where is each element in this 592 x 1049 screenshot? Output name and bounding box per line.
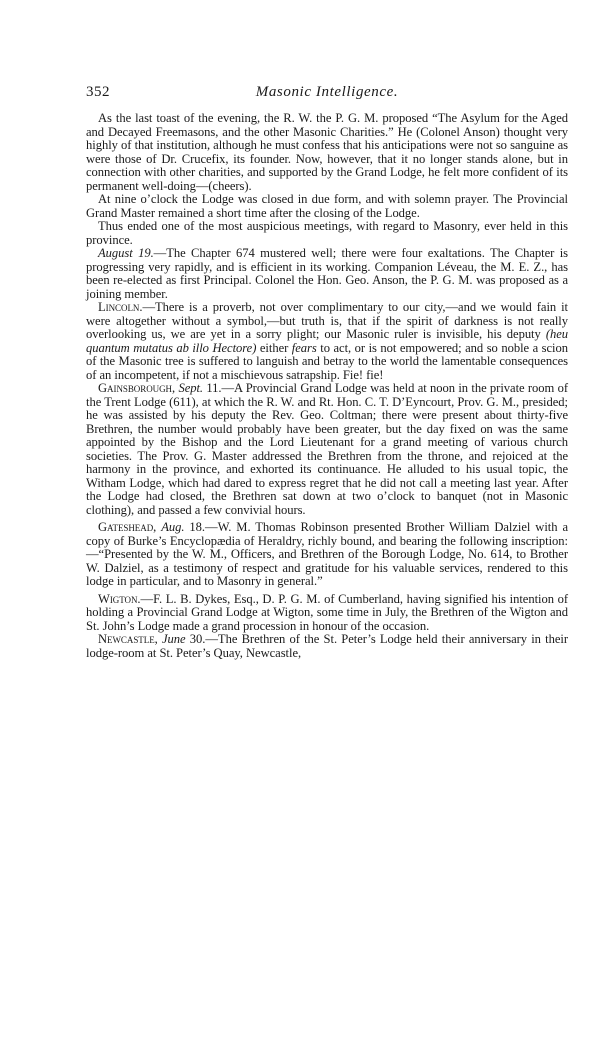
text-segment: —There is a proverb, not over complimentary to our city,—and we would fain it were altogether without a symbol,—but truth is, that if the spirit of darkness is not really overlooking us, we are yet in a sorry plight; our Masonic ruler is invisible, his deputy bbox=[86, 300, 568, 341]
paragraph-august-19 bbox=[86, 247, 568, 301]
text-segment: At nine o’clock the Lodge was closed in due form, and with solemn prayer. The Provincial Grand Master remained a short time after the closing of the Lodge. bbox=[86, 192, 568, 220]
text-segment: Newcastle, bbox=[98, 632, 158, 646]
text-segment: Thus ended one of the most auspicious meetings, with regard to Masonry, ever held in this province. bbox=[86, 219, 568, 247]
paragraph-wigton bbox=[86, 593, 568, 634]
text-segment: Lincoln. bbox=[98, 300, 143, 314]
paragraph-gateshead bbox=[86, 521, 568, 589]
text-segment: (heu quantum mutatus ab illo Hectore) bbox=[86, 327, 568, 355]
paragraph-thus-ended bbox=[86, 220, 568, 247]
paragraph-gainsborough bbox=[86, 382, 568, 517]
text-segment: August 19. bbox=[98, 246, 154, 260]
page-header bbox=[86, 84, 568, 108]
text-segment: As the last toast of the evening, the R. W. the P. G. M. proposed “The Asylum for the Aged and Decayed Freemasons, and the other Masonic Charities.” He (Colonel Anson) thought very highly of that institution, although he must confess that his anticipations were not so sanguine as were those of Dr. Crucefix, its founder. Now, however, that it no longer stands alone, but in connection with other charities, and supported by the Grand Lodge, he felt more confident of its permanent well-doing—(cheers). bbox=[86, 111, 568, 193]
text-segment: Aug. bbox=[161, 520, 185, 534]
page-number: 352 bbox=[86, 84, 110, 100]
paragraph-newcastle bbox=[86, 633, 568, 660]
text-segment: Gateshead, bbox=[98, 520, 157, 534]
book-page bbox=[86, 84, 568, 660]
paragraph-lodge-closed bbox=[86, 193, 568, 220]
running-title: Masonic Intelligence. bbox=[255, 84, 399, 100]
paragraph-asylum-toast bbox=[86, 112, 568, 193]
text-segment: —The Chapter 674 mustered well; there were four exaltations. The Chapter is progressing very rapidly, and is efficient in its working. Companion Léveau, the M. E. Z., has been re-elected as first Principal. Colonel the Hon. Geo. Anson, the P. G. M. was proposed as a joining member. bbox=[86, 246, 568, 301]
text-segment: Wigton. bbox=[98, 591, 141, 606]
text-segment: to act, or is not empowered; and so noble a scion of the Masonic tree is suffered to languish and betray to the world the lamentable consequences of an incompetent, if not a mischievous satrapship. Fie! fie! bbox=[86, 340, 568, 382]
text-segment: June bbox=[161, 632, 186, 646]
text-segment: 18.—W. M. Thomas Robinson presented Brother William Dalziel with a copy of Burke’s Encyclopædia of Heraldry, richly bound, and bearing the following inscription:—“Presented by the W. M., Officers, and Brethren of the Borough Lodge, No. 614, to Brother W. Dalziel, as a testimony of respect and gratitude for his valuable services, rendered to this lodge in particular, and to Masonry in general.” bbox=[86, 520, 568, 588]
text-segment: Gainsborough, bbox=[98, 381, 176, 395]
text-segment: either bbox=[256, 340, 292, 355]
text-segment: 11.—A Provincial Grand Lodge was held at noon in the private room of the Trent Lodge (611), at which the R. W. and Rt. Hon. C. T. D’Eyncourt, Prov. G. M., presided; he was assisted by his deputy the Rev. Geo. Coltman; there were present about thirty-five Brethren, the number would probably have been greater, but the day fixed on was the same appointed by the Bishop and the Lord Lieutenant for a grand meeting of various church societies. The Prov. G. Master addressed the Brethren from the throne, and rejoiced at the harmony in the province, and exhorted its continuance. He alluded to his usual topic, the Witham Lodge, which had dared to express regret that he did not call a meeting last year. After the Lodge had closed, the Brethren sat down at two o’clock to banquet (not in Masonic clothing), and passed a few convivial hours. bbox=[86, 381, 568, 517]
text-segment: Sept. bbox=[178, 381, 204, 395]
text-segment: —F. L. B. Dykes, Esq., D. P. G. M. of Cumberland, having signified his intention of holding a Provincial Grand Lodge at Wigton, some time in July, the Brethren of the Wigton and St. John’s Lodge made a grand procession in honour of the occasion. bbox=[86, 591, 568, 633]
text-segment: 30.—The Brethren of the St. Peter’s Lodge held their anniversary in their lodge-room at St. Peter’s Quay, Newcastle, bbox=[86, 632, 568, 660]
text-segment: fears bbox=[291, 340, 317, 355]
article-body bbox=[86, 112, 568, 660]
paragraph-lincoln bbox=[86, 301, 568, 382]
